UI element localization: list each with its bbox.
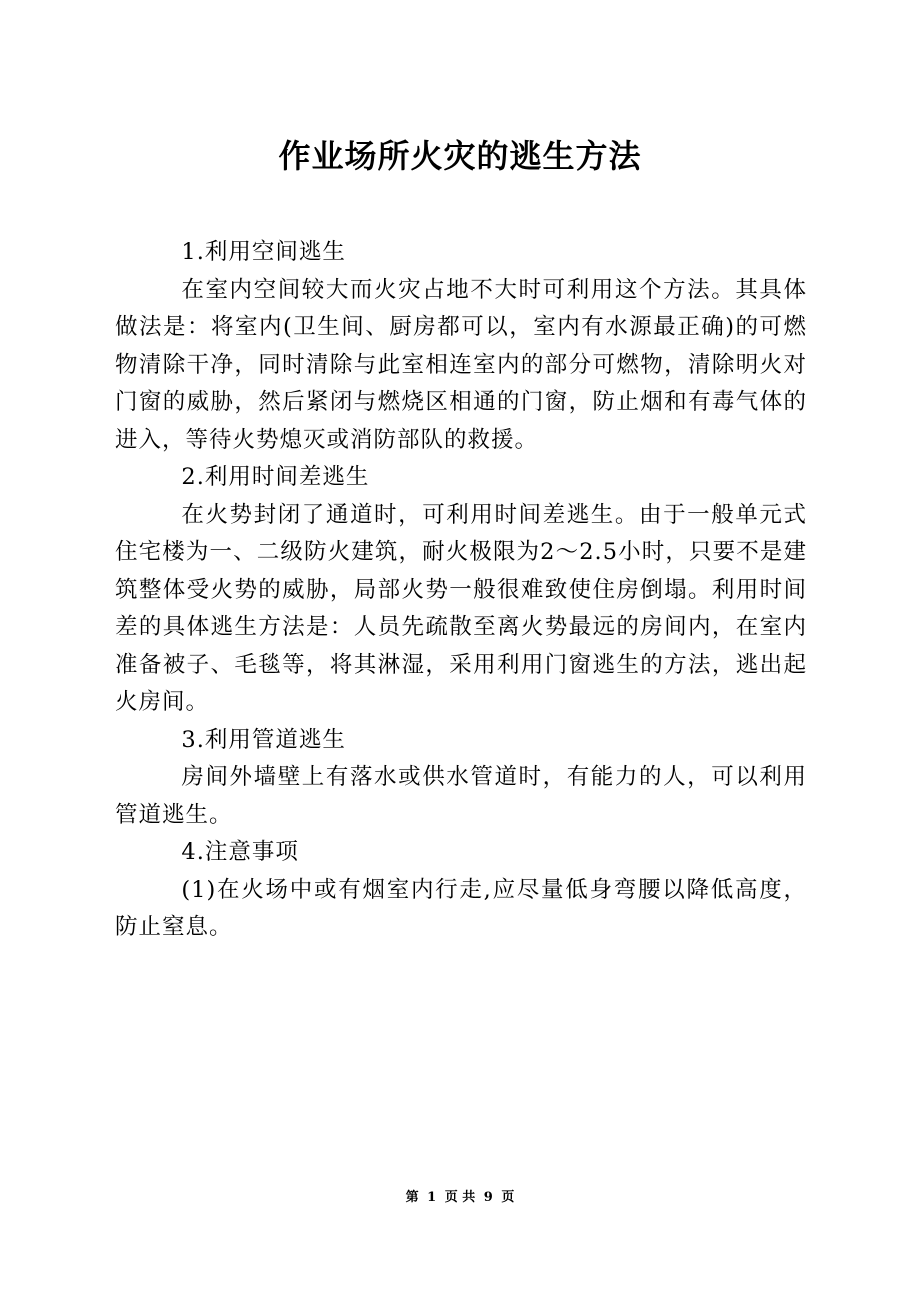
current-page-number: 1	[427, 1190, 437, 1205]
section-heading-1: 1.利用空间逃生	[181, 239, 346, 265]
section-heading-2: 2.利用时间差逃生	[181, 464, 370, 490]
section-heading-4: 4.注意事项	[181, 839, 299, 865]
page-label-suffix: 页	[501, 1190, 515, 1205]
paragraph-1: 在室内空间较大而火灾占地不大时可利用这个方法。其具体做法是：将室内(卫生间、厨房都可以，室内有水源最正确)的可燃物清除干净，同时清除与此室相连室内的部分可燃物，清除明火对门窗的威胁，然后紧闭与燃烧区相通的门窗，防止烟和有毒气体的进入，等待火势熄灭或消防部队的救援。	[115, 276, 807, 453]
page-footer	[0, 1188, 920, 1208]
paragraph-2: 在火势封闭了通道时，可利用时间差逃生。由于一般单元式住宅楼为一、二级防火建筑，耐火极限为2～2.5小时，只要不是建筑整体受火势的威胁，局部火势一般很难致使住房倒塌。利用时间差的具体逃生方法是：人员先疏散至离火势最远的房间内，在室内准备被子、毛毯等，将其淋湿，采用利用门窗逃生的方法，逃出起火房间。	[115, 501, 807, 715]
page-label-prefix: 第	[405, 1190, 419, 1205]
paragraph-3: 房间外墙壁上有落水或供水管道时，有能力的人，可以利用管道逃生。	[115, 764, 807, 828]
paragraph-4: (1)在火场中或有烟室内行走,应尽量低身弯腰以降低高度，防止窒息。	[115, 876, 807, 940]
total-pages-number: 9	[483, 1190, 493, 1205]
section-heading-3: 3.利用管道逃生	[181, 726, 346, 753]
document-body	[115, 234, 807, 947]
page-label-middle: 页 共	[444, 1190, 476, 1205]
document-title: 作业场所火灾的逃生方法	[278, 137, 642, 175]
